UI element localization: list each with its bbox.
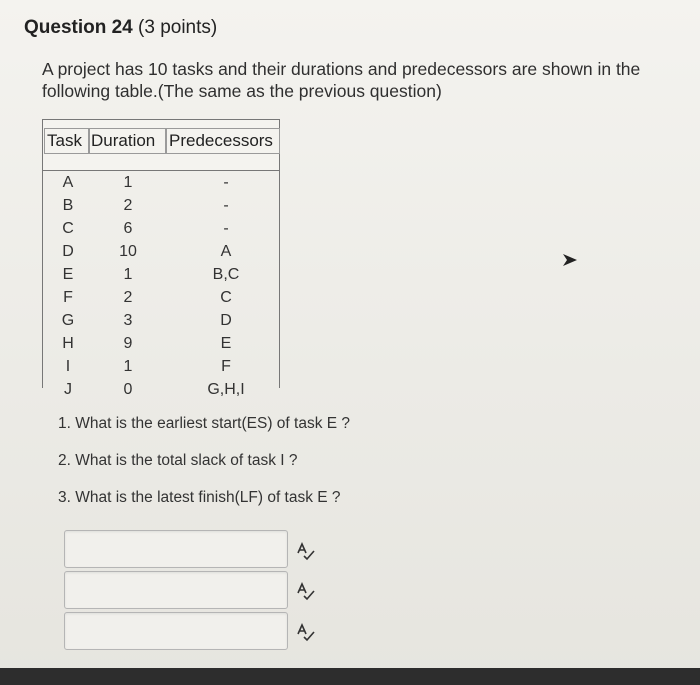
task-cell: G [61, 312, 75, 329]
answer-input-2[interactable] [64, 571, 288, 609]
task-table [42, 119, 280, 399]
spellcheck-icon[interactable] [295, 541, 317, 561]
table-row [43, 266, 279, 290]
pred-cell: G,H,I [207, 381, 245, 398]
subquestion-2: 2. What is the total slack of task I ? [58, 452, 298, 469]
question-title [24, 17, 217, 39]
duration-cell: 9 [123, 335, 133, 352]
pred-cell: D [220, 312, 232, 329]
task-cell: D [62, 243, 74, 260]
question-prompt: A project has 10 tasks and their durations and predecessors are shown in the following table.(The same as the previous question) [42, 59, 641, 101]
duration-cell: 10 [119, 243, 137, 260]
task-cell: F [63, 289, 73, 306]
pred-cell: E [220, 335, 232, 352]
mouse-pointer-icon [562, 253, 578, 267]
task-cell: J [64, 381, 72, 398]
spellcheck-icon[interactable] [295, 581, 317, 601]
answer-input-1[interactable] [64, 530, 288, 568]
bottom-bar [0, 668, 700, 685]
duration-cell: 6 [123, 220, 133, 237]
table-header [42, 119, 280, 171]
pred-cell: - [223, 197, 229, 214]
table-row [43, 197, 279, 221]
pred-cell: - [223, 174, 229, 191]
task-cell: C [62, 220, 74, 237]
header-predecessors: Predecessors [166, 128, 280, 154]
table-row [43, 381, 279, 405]
task-cell: A [62, 174, 74, 191]
pred-cell: A [220, 243, 232, 260]
subquestion-3: 3. What is the latest finish(LF) of task E ? [58, 489, 341, 506]
duration-cell: 2 [123, 289, 133, 306]
pred-cell: C [220, 289, 232, 306]
pred-cell: F [221, 358, 231, 375]
subquestion-1: 1. What is the earliest start(ES) of task E ? [58, 415, 351, 432]
question-label: Question 24 [24, 17, 133, 38]
task-cell: B [62, 197, 74, 214]
answer-input-3[interactable] [64, 612, 288, 650]
task-cell: H [62, 335, 74, 352]
task-cell: E [62, 266, 74, 283]
task-cell: I [65, 358, 71, 375]
duration-cell: 3 [123, 312, 133, 329]
table-row [43, 312, 279, 336]
spellcheck-icon[interactable] [295, 622, 317, 642]
table-row [43, 243, 279, 267]
table-row [43, 289, 279, 313]
table-row [43, 358, 279, 382]
table-body [42, 170, 280, 398]
pred-cell: - [223, 220, 229, 237]
table-row [43, 174, 279, 198]
duration-cell: 0 [123, 381, 133, 398]
header-task: Task [44, 128, 90, 154]
subquestion-list [58, 413, 350, 524]
header-duration: Duration [88, 128, 166, 154]
duration-cell: 1 [123, 358, 133, 375]
table-row [43, 335, 279, 359]
question-points: (3 points) [138, 17, 218, 38]
duration-cell: 2 [123, 197, 133, 214]
duration-cell: 1 [123, 266, 133, 283]
table-row [43, 220, 279, 244]
duration-cell: 1 [123, 174, 133, 191]
pred-cell: B,C [212, 266, 240, 283]
